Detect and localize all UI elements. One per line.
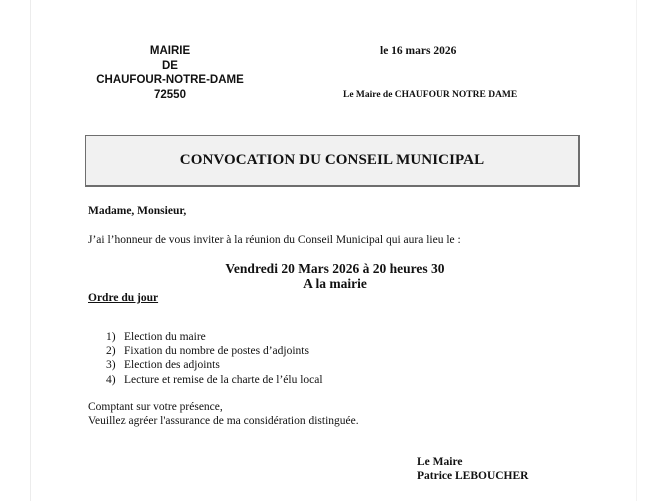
agenda-item-number: 4) xyxy=(106,373,116,386)
document-date: le 16 mars 2026 xyxy=(380,45,457,57)
agenda-item-text: Election du maire xyxy=(124,331,206,343)
meeting-datetime: Vendredi 20 Mars 2026 à 20 heures 30 xyxy=(225,261,445,276)
agenda-item-text: Election des adjoints xyxy=(124,359,220,372)
agenda-item-number: 3) xyxy=(106,359,116,372)
agenda-item xyxy=(106,344,323,358)
closing-paragraph xyxy=(88,400,359,428)
page-edge-right xyxy=(636,0,637,501)
agenda-item-number: 2) xyxy=(106,345,116,358)
sender-line: CHAUFOUR-NOTRE-DAME xyxy=(96,74,244,86)
agenda-item xyxy=(106,330,323,344)
page-edge-left xyxy=(30,0,31,501)
agenda-item xyxy=(106,358,323,372)
agenda-list xyxy=(106,330,323,387)
sender-line: MAIRIE xyxy=(149,45,191,57)
greeting: Madame, Monsieur, xyxy=(88,205,187,217)
from-line: Le Maire de CHAUFOUR NOTRE DAME xyxy=(343,90,518,100)
closing-line: Comptant sur votre présence, xyxy=(88,401,223,413)
agenda-item-text: Fixation du nombre de postes d’adjoints xyxy=(124,345,309,358)
title-box xyxy=(85,135,580,187)
sender-line: 72550 xyxy=(154,88,186,101)
agenda-title: Ordre du jour xyxy=(88,292,159,304)
intro-paragraph: J’ai l’honneur de vous inviter à la réunion du Conseil Municipal qui aura lieu le : xyxy=(88,234,461,246)
sender-block xyxy=(80,44,260,102)
meeting-place: A la mairie xyxy=(303,276,367,291)
agenda-item xyxy=(106,373,323,387)
agenda-item-text: Lecture et remise de la charte de l’élu local xyxy=(124,373,323,386)
signature-name: Patrice LEBOUCHER xyxy=(417,470,529,482)
closing-line: Veuillez agréer l'assurance de ma considération distinguée. xyxy=(88,415,359,427)
signature-block xyxy=(417,455,528,483)
signature-role: Le Maire xyxy=(417,456,463,468)
meeting-info xyxy=(100,261,570,291)
agenda-item-number: 1) xyxy=(106,331,116,343)
sender-line: DE xyxy=(162,59,178,72)
document-title: CONVOCATION DU CONSEIL MUNICIPAL xyxy=(179,152,485,168)
